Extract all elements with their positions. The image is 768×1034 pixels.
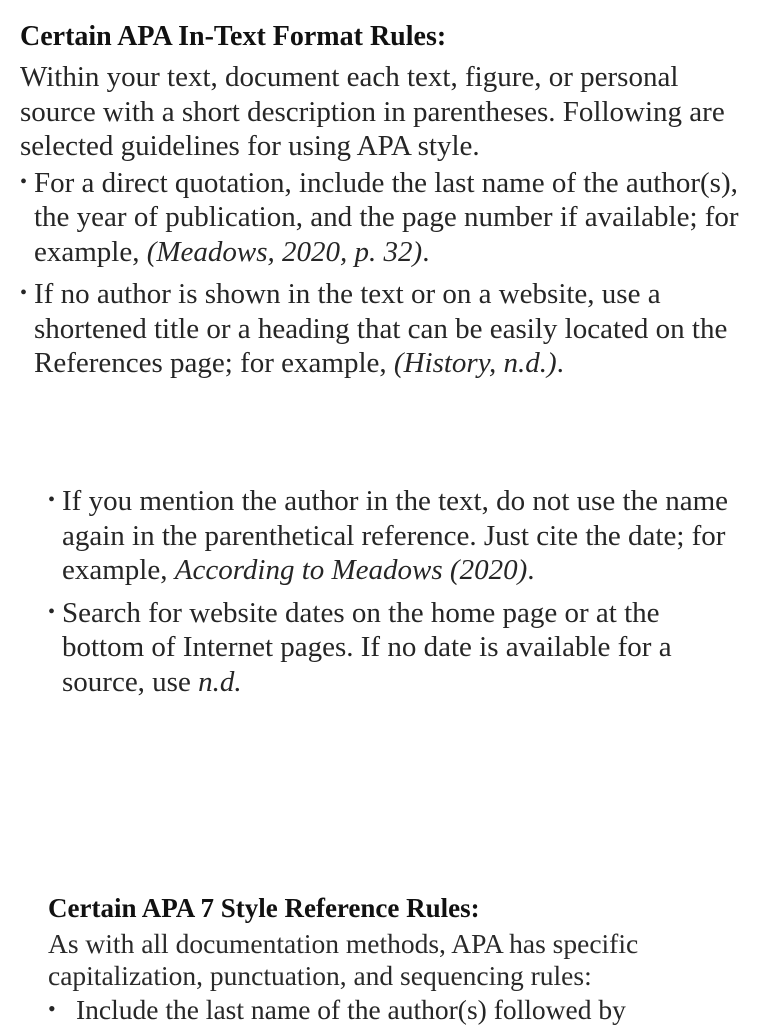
reference-rules-intro: As with all documentation methods, APA has specific capitalization, punctuation, and sequencing rules: bbox=[48, 928, 639, 991]
bullet-icon: • bbox=[20, 170, 28, 193]
list-item-end: . bbox=[527, 554, 535, 586]
reference-rules-list bbox=[48, 994, 748, 1026]
list-item-end: . bbox=[556, 347, 564, 379]
in-text-rules-list bbox=[20, 166, 750, 381]
bullet-icon: • bbox=[48, 489, 56, 511]
list-item-text: For a direct quotation, include the last name of the author(s), the year of publication, and the page number if available; for example, bbox=[34, 166, 739, 268]
bullet-icon: • bbox=[48, 996, 56, 1021]
in-text-rules-intro: Within your text, document each text, figure, or personal source with a short description in parentheses. Following are selected guidelines for using APA style. bbox=[20, 61, 725, 162]
list-item-text: Search for website dates on the home page or at the bottom of Internet pages. If no date is available for a source, use bbox=[62, 596, 672, 698]
list-item-example: According to Meadows (2020) bbox=[174, 554, 528, 586]
list-item-example: n.d. bbox=[198, 665, 242, 698]
reference-rules-section bbox=[48, 892, 748, 1034]
list-item bbox=[20, 277, 750, 381]
in-text-rules-continued-section bbox=[48, 484, 748, 707]
list-item-text: Include the last name of the author(s) followed by bbox=[76, 994, 626, 1025]
list-item bbox=[48, 596, 748, 700]
reference-rules-heading: Certain APA 7 Style Reference Rules: bbox=[48, 893, 480, 923]
in-text-rules-heading: Certain APA In-Text Format Rules: bbox=[20, 21, 447, 52]
in-text-rules-continued-list bbox=[48, 484, 748, 699]
list-item-end: . bbox=[422, 235, 430, 268]
bullet-icon: • bbox=[48, 600, 56, 623]
list-item bbox=[20, 166, 750, 270]
list-item-example: (History, n.d.) bbox=[393, 347, 557, 379]
list-item-text: If no author is shown in the text or on a website, use a shortened title or a heading that can be easily located on the References page; for example, bbox=[34, 278, 728, 379]
bullet-icon: • bbox=[20, 282, 28, 304]
list-item bbox=[48, 484, 748, 588]
list-item-text: If you mention the author in the text, do not use the name again in the parenthetical reference. Just cite the date; for example, bbox=[62, 485, 729, 586]
list-item-example: (Meadows, 2020, p. 32) bbox=[146, 235, 423, 268]
list-item bbox=[48, 994, 748, 1026]
in-text-rules-section bbox=[20, 20, 750, 389]
